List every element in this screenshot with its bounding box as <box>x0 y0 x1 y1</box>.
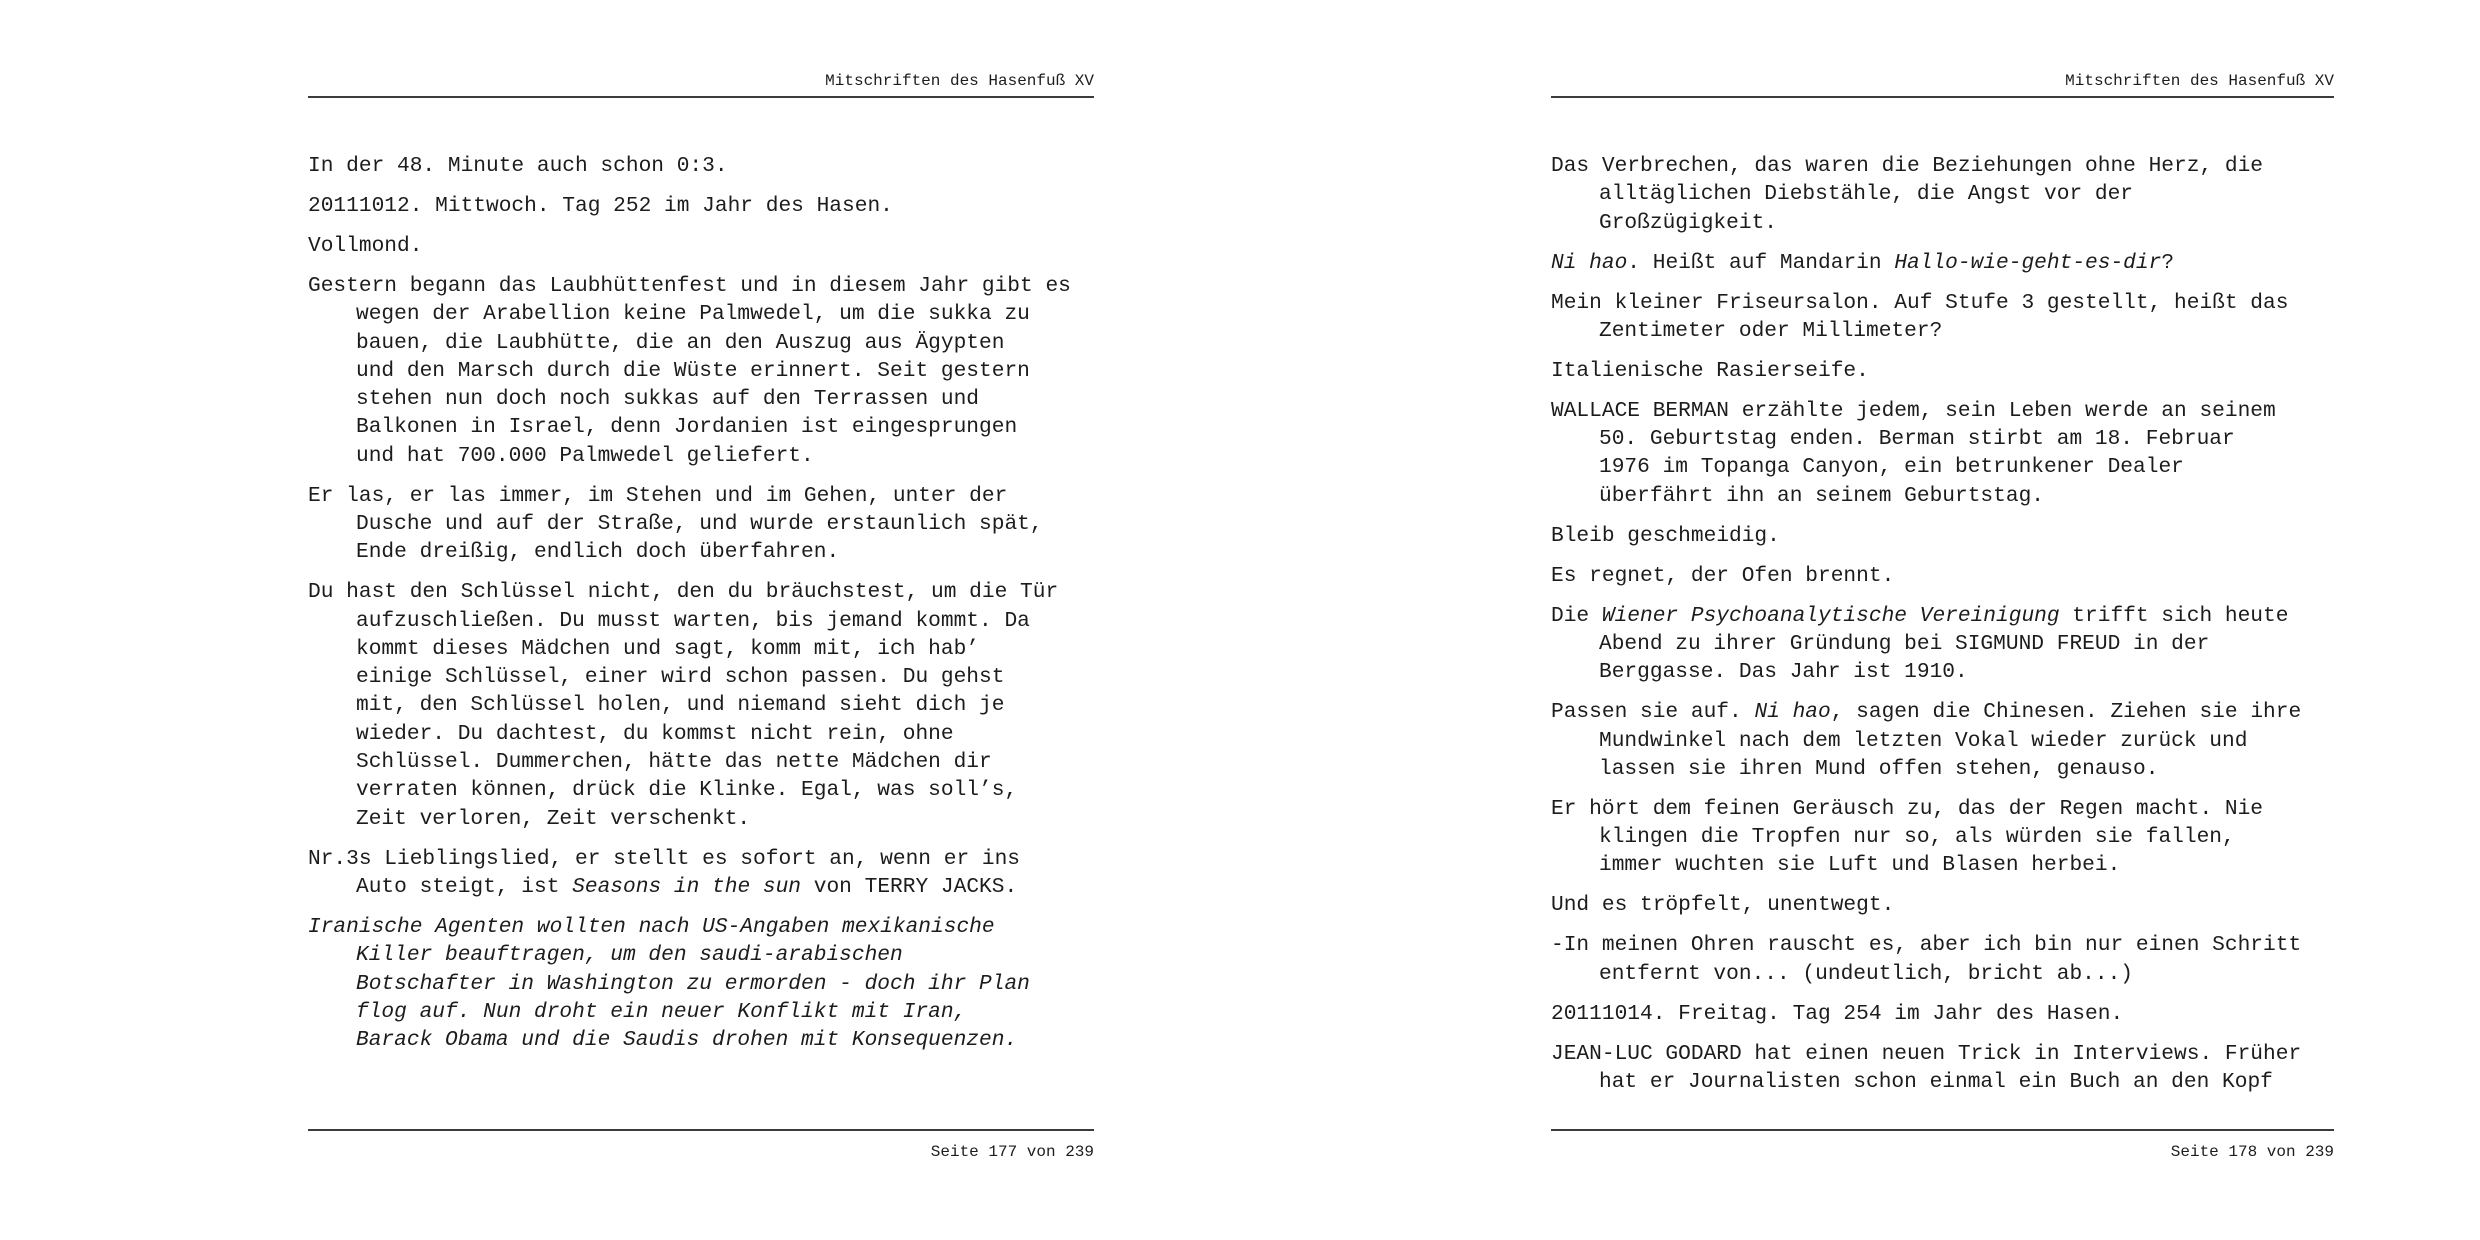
text-line <box>308 913 1094 941</box>
header-rule <box>308 96 1094 98</box>
text-line <box>356 510 1094 538</box>
paragraph <box>1551 562 2334 590</box>
text-segment: Balkonen in Israel, denn Jordanien ist eingesprungen <box>356 415 1018 440</box>
text-segment: Du hast den Schlüssel nicht, den du bräuchstest, um die Tür <box>308 580 1059 605</box>
paragraph <box>1551 891 2334 919</box>
text-segment: stehen nun doch noch sukkas auf den Terrassen und <box>356 387 980 412</box>
text-line <box>1551 357 2334 385</box>
text-segment: . Heißt auf Mandarin <box>1627 250 1895 275</box>
text-line <box>356 748 1094 776</box>
page-body <box>1551 152 2334 1108</box>
italic-text-segment: Wiener Psychoanalytische Vereinigung <box>1601 603 2060 628</box>
text-segment: mit, den Schlüssel holen, und niemand sieht dich je <box>356 693 1005 718</box>
text-line <box>356 970 1094 998</box>
text-line <box>1551 891 2334 919</box>
italic-text-segment: Ni hao <box>1551 250 1628 275</box>
running-title: Mitschriften des Hasenfuß XV <box>2065 72 2334 90</box>
footer-rule <box>1551 1129 2334 1131</box>
running-title: Mitschriften des Hasenfuß XV <box>825 72 1094 90</box>
text-line <box>1551 397 2334 425</box>
text-segment: In der 48. Minute auch schon 0:3. <box>308 154 728 178</box>
text-segment: verraten können, drück die Klinke. Egal, was soll’s, <box>356 778 1018 803</box>
text-segment: von TERRY JACKS. <box>801 874 1018 899</box>
text-line <box>1599 180 2334 208</box>
text-line <box>1599 960 2334 988</box>
text-segment: Abend zu ihrer Gründung bei SIGMUND FREUD in der <box>1599 631 2210 656</box>
text-segment: trifft sich heute <box>2059 603 2289 628</box>
paragraph <box>308 913 1094 1054</box>
text-line <box>356 300 1094 328</box>
text-line <box>1599 851 2334 879</box>
text-line <box>356 1026 1094 1054</box>
text-segment: JEAN-LUC GODARD hat einen neuen Trick in Interviews. Früher <box>1551 1041 2302 1066</box>
text-line <box>356 873 1094 901</box>
paragraph <box>308 152 1094 180</box>
text-line <box>308 232 1094 260</box>
text-line <box>1599 453 2334 481</box>
text-line <box>1551 795 2334 823</box>
text-line <box>1599 630 2334 658</box>
text-line <box>356 691 1094 719</box>
paragraph <box>1551 522 2334 550</box>
text-line <box>356 413 1094 441</box>
text-segment: Auto steigt, ist <box>356 874 573 899</box>
paragraph <box>308 482 1094 567</box>
text-segment: Und es tröpfelt, unentwegt. <box>1551 893 1895 918</box>
header-rule <box>1551 96 2334 98</box>
text-line <box>1599 482 2334 510</box>
text-segment: Ende dreißig, endlich doch überfahren. <box>356 540 840 565</box>
text-segment: hat er Journalisten schon einmal ein Buch an den Kopf <box>1599 1069 2273 1094</box>
paragraph <box>1551 795 2334 880</box>
text-segment: wieder. Du dachtest, du kommst nicht rein, ohne <box>356 721 954 746</box>
paragraph <box>1551 152 2334 237</box>
text-segment: entfernt von... (undeutlich, bricht ab...) <box>1599 961 2134 986</box>
text-segment: aufzuschließen. Du musst warten, bis jemand kommt. Da <box>356 608 1030 633</box>
text-segment: 50. Geburtstag enden. Berman stirbt am 18. Februar <box>1599 427 2235 452</box>
text-line <box>356 805 1094 833</box>
italic-text-segment: Seasons in the sun <box>572 874 802 899</box>
text-segment: einige Schlüssel, einer wird schon passen. Du gehst <box>356 665 1005 690</box>
text-segment: Bleib geschmeidig. <box>1551 523 1780 548</box>
text-line <box>308 845 1094 873</box>
text-line <box>1551 602 2334 630</box>
text-segment: Passen sie auf. <box>1551 700 1755 725</box>
text-line <box>1599 425 2334 453</box>
text-line <box>1599 755 2334 783</box>
text-segment: Dusche und auf der Straße, und wurde erstaunlich spät, <box>356 512 1043 537</box>
text-line <box>356 998 1094 1026</box>
text-line <box>308 482 1094 510</box>
text-line <box>356 357 1094 385</box>
text-segment: WALLACE BERMAN erzählte jedem, sein Leben werde an seinem <box>1551 398 2276 423</box>
text-line <box>308 192 1094 220</box>
text-line <box>308 578 1094 606</box>
text-line <box>356 385 1094 413</box>
italic-text-segment: Botschafter in Washington zu ermorden - doch ihr Plan <box>356 971 1030 996</box>
text-segment: Die <box>1551 603 1602 628</box>
text-line <box>1551 522 2334 550</box>
text-line <box>1551 698 2334 726</box>
text-line <box>356 538 1094 566</box>
paragraph <box>308 578 1094 833</box>
text-segment: wegen der Arabellion keine Palmwedel, um die sukka zu <box>356 302 1030 327</box>
text-segment: Vollmond. <box>308 233 423 258</box>
text-segment: Er las, er las immer, im Stehen und im Gehen, unter der <box>308 483 1008 508</box>
text-segment: 1976 im Topanga Canyon, ein betrunkener Dealer <box>1599 455 2184 480</box>
text-line <box>1551 931 2334 959</box>
text-segment: Zeit verloren, Zeit verschenkt. <box>356 806 751 831</box>
text-segment: Das Verbrechen, das waren die Beziehungen ohne Herz, die <box>1551 154 2264 178</box>
text-segment: Schlüssel. Dummerchen, hätte das nette Mädchen dir <box>356 750 992 775</box>
text-segment: , sagen die Chinesen. Ziehen sie ihre <box>1830 700 2302 725</box>
italic-text-segment: flog auf. Nun droht ein neuer Konflikt mit Iran, <box>356 999 967 1024</box>
text-segment: überfährt ihn an seinem Geburtstag. <box>1599 483 2045 508</box>
text-segment: Großzügigkeit. <box>1599 210 1778 235</box>
text-line <box>1599 823 2334 851</box>
paragraph <box>1551 931 2334 988</box>
paragraph <box>1551 289 2334 346</box>
paragraph <box>1551 602 2334 687</box>
paragraph <box>308 845 1094 902</box>
text-line <box>1599 209 2334 237</box>
paragraph <box>1551 1040 2334 1097</box>
text-segment: klingen die Tropfen nur so, als würden sie fallen, <box>1599 825 2235 850</box>
text-line <box>1599 1068 2334 1096</box>
text-line <box>1551 249 2334 277</box>
page-body <box>308 152 1094 1066</box>
paragraph <box>308 192 1094 220</box>
paragraph <box>1551 698 2334 783</box>
page-left <box>308 0 1094 1240</box>
text-segment: und den Marsch durch die Wüste erinnert. Seit gestern <box>356 358 1030 383</box>
text-line <box>356 635 1094 663</box>
text-segment: 20111012. Mittwoch. Tag 252 im Jahr des Hasen. <box>308 193 893 218</box>
text-line <box>1551 1040 2334 1068</box>
text-line <box>1551 562 2334 590</box>
paragraph <box>308 272 1094 470</box>
text-segment: lassen sie ihren Mund offen stehen, genauso. <box>1599 756 2159 781</box>
text-line <box>1551 1000 2334 1028</box>
text-segment: Es regnet, der Ofen brennt. <box>1551 563 1895 588</box>
text-segment: Nr.3s Lieblingslied, er stellt es sofort an, wenn er ins <box>308 846 1021 871</box>
text-line <box>356 941 1094 969</box>
paragraph <box>308 232 1094 260</box>
text-segment: immer wuchten sie Luft und Blasen herbei. <box>1599 853 2121 878</box>
text-line <box>1599 727 2334 755</box>
text-segment: alltäglichen Diebstähle, die Angst vor der <box>1599 182 2134 207</box>
text-segment: und hat 700.000 Palmwedel geliefert. <box>356 443 814 468</box>
text-segment: 20111014. Freitag. Tag 254 im Jahr des Hasen. <box>1551 1001 2124 1026</box>
text-segment: bauen, die Laubhütte, die an den Auszug aus Ägypten <box>356 330 1005 355</box>
text-line <box>356 720 1094 748</box>
text-line <box>308 272 1094 300</box>
text-segment: -In meinen Ohren rauscht es, aber ich bin nur einen Schritt <box>1551 933 2302 958</box>
text-line <box>1599 317 2334 345</box>
italic-text-segment: Hallo-wie-geht-es-dir <box>1894 250 2162 275</box>
paragraph <box>1551 1000 2334 1028</box>
text-segment: Gestern begann das Laubhüttenfest und in diesem Jahr gibt es <box>308 273 1071 298</box>
text-line <box>1599 658 2334 686</box>
page-number: Seite 178 von 239 <box>2170 1143 2334 1161</box>
page-right <box>1551 0 2334 1240</box>
text-segment: Berggasse. Das Jahr ist 1910. <box>1599 660 1968 685</box>
paragraph <box>1551 249 2334 277</box>
italic-text-segment: Killer beauftragen, um den saudi-arabischen <box>356 943 903 968</box>
text-segment: kommt dieses Mädchen und sagt, komm mit, ich hab’ <box>356 636 980 661</box>
text-segment: ? <box>2161 250 2175 275</box>
text-segment: Zentimeter oder Millimeter? <box>1599 318 1943 343</box>
text-line <box>356 329 1094 357</box>
text-line <box>356 663 1094 691</box>
italic-text-segment: Ni hao <box>1754 700 1831 725</box>
text-line <box>356 776 1094 804</box>
text-segment: Mundwinkel nach dem letzten Vokal wieder zurück und <box>1599 728 2248 753</box>
text-line <box>1551 289 2334 317</box>
text-line <box>1551 152 2334 180</box>
italic-text-segment: Iranische Agenten wollten nach US-Angaben mexikanische <box>308 914 995 939</box>
paragraph <box>1551 397 2334 510</box>
italic-text-segment: Barack Obama und die Saudis drohen mit Konsequenzen. <box>356 1028 1018 1053</box>
footer-rule <box>308 1129 1094 1131</box>
page-number: Seite 177 von 239 <box>930 1143 1094 1161</box>
text-line <box>356 607 1094 635</box>
text-line <box>356 442 1094 470</box>
text-segment: Mein kleiner Friseursalon. Auf Stufe 3 gestellt, heißt das <box>1551 290 2289 315</box>
paragraph <box>1551 357 2334 385</box>
text-line <box>308 152 1094 180</box>
text-segment: Er hört dem feinen Geräusch zu, das der Regen macht. Nie <box>1551 796 2264 821</box>
text-segment: Italienische Rasierseife. <box>1551 358 1869 383</box>
